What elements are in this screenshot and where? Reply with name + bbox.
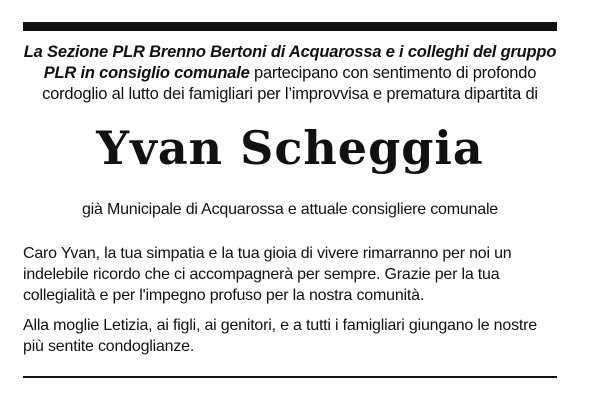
deceased-role: già Municipale di Acquarossa e attuale consigliere comunale	[81, 201, 498, 218]
message-paragraph: Caro Yvan, la tua simpatia e la tua gioia di vivere rimarranno per noi un indelebile ricordo che ci accompagnerà per sempre. Grazie per la tua collegialità e per l'impegno profuso per la nostra comunità.	[23, 245, 512, 304]
condolence-paragraph: Alla moglie Letizia, ai figli, ai genitori, e a tutti i famigliari giungano le nostre più sentite condoglianze.	[23, 317, 537, 355]
notice-intro-text: partecipano con sentimento di profondo cordoglio al lutto dei famigliari per l’improvvisa e prematura dipartita di	[42, 64, 538, 103]
notice-intro	[23, 42, 557, 105]
notice-senders: La Sezione PLR Brenno Bertoni di Acquarossa e i colleghi del gruppo PLR in consiglio comunale	[23, 43, 557, 82]
top-rule	[23, 22, 557, 31]
bottom-rule	[23, 376, 557, 378]
deceased-name: Yvan Scheggia	[96, 121, 484, 175]
